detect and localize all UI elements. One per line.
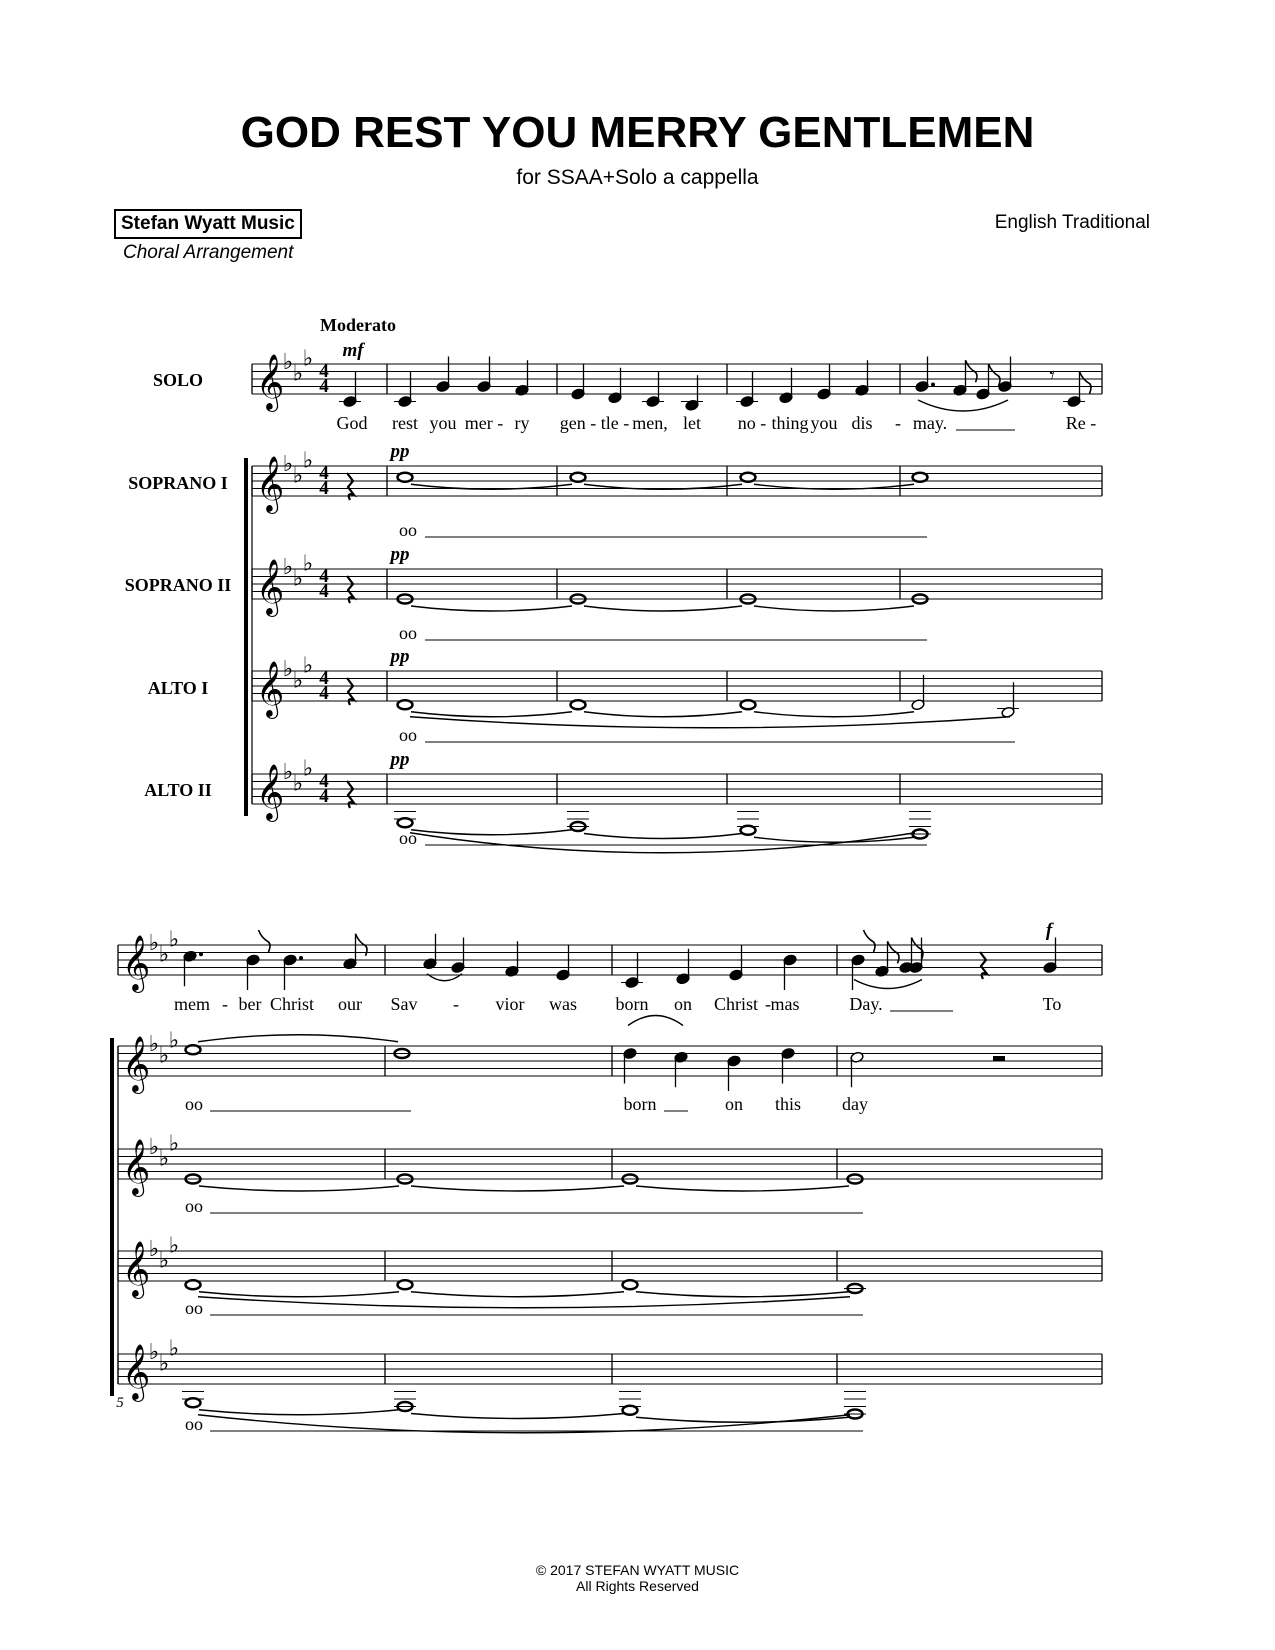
eighth-rest-icon: 𝄾 [1049, 363, 1055, 387]
arrangement-label: Choral Arrangement [123, 242, 294, 263]
flat-sign-icon: ♭ [302, 346, 314, 372]
phrase-slur [410, 717, 1010, 728]
tie [199, 1410, 399, 1415]
tie [411, 1414, 624, 1419]
time-signature: 4 [319, 478, 329, 499]
lyric-syllable: tle - [600, 413, 630, 433]
flat-sign-icon: ♭ [282, 350, 294, 375]
lyric-syllable: was [549, 994, 577, 1014]
phrase-slur [410, 833, 915, 853]
whole-note [623, 1280, 638, 1289]
tie [754, 837, 914, 842]
time-signature: 4 [319, 361, 329, 382]
lyric-syllable: on [725, 1094, 743, 1114]
lyric-syllable: ry [514, 413, 530, 433]
lyric-oo: oo [399, 828, 417, 848]
lyric-syllable: To [1042, 994, 1062, 1014]
copyright-notice [0, 1562, 1275, 1594]
part-label-solo: SOLO [152, 370, 204, 390]
time-signature: 4 [319, 786, 329, 807]
flat-sign-icon: ♭ [292, 463, 304, 489]
phrase-slur [198, 1415, 850, 1433]
flat-sign-icon: ♭ [168, 1131, 180, 1157]
part-label-soprano-i: SOPRANO I [128, 473, 228, 493]
flat-sign-icon: ♭ [158, 942, 170, 968]
flat-sign-icon: ♭ [148, 1340, 160, 1365]
tie [199, 1186, 399, 1191]
dynamic-pp: pp [390, 544, 410, 565]
lyric-syllable: let [683, 413, 701, 433]
lyric-syllable: mas [770, 994, 800, 1014]
whole-note [571, 473, 586, 482]
tie [754, 606, 914, 611]
treble-clef-icon: 𝄞 [255, 456, 285, 512]
part-label-soprano-ii: SOPRANO II [124, 575, 232, 595]
lyric-syllable: mem [174, 994, 210, 1014]
lyric-syllable: men, [632, 413, 668, 433]
lyric-syllable: God [336, 413, 368, 433]
flat-sign-icon: ♭ [158, 1043, 170, 1069]
lyric-oo: oo [399, 520, 417, 540]
flat-sign-icon: ♭ [158, 1248, 170, 1274]
tie [199, 1292, 399, 1297]
copyright-line: © 2017 STEFAN WYATT MUSIC [535, 1562, 740, 1578]
augmentation-dot [299, 956, 303, 960]
rights-line: All Rights Reserved [576, 1578, 699, 1594]
lyric-syllable: dis [851, 413, 873, 433]
part-label-alto-i: ALTO I [147, 678, 209, 698]
time-signature: 4 [319, 376, 329, 397]
tie [584, 834, 742, 839]
whole-note [398, 1280, 413, 1289]
dynamic-pp: pp [390, 749, 410, 770]
lyric-syllable: Sav [390, 994, 418, 1014]
lyric-syllable: mer - [464, 413, 504, 433]
lyric-syllable: born [615, 994, 649, 1014]
lyric-syllable: may. [912, 413, 948, 433]
lyric-syllable: rest [392, 413, 418, 433]
lyric-oo: oo [185, 1298, 203, 1318]
lyric-syllable: you [810, 413, 838, 433]
tie [411, 606, 572, 611]
flat-sign-icon: ♭ [302, 653, 314, 679]
tie [411, 1186, 624, 1191]
time-signature: 4 [319, 463, 329, 484]
flat-sign-icon: ♭ [158, 1146, 170, 1172]
lyric-syllable: thing [771, 413, 809, 433]
flat-sign-icon: ♭ [292, 771, 304, 797]
lyric-syllable: - [765, 994, 771, 1014]
whole-note [186, 1045, 201, 1054]
flat-sign-icon: ♭ [158, 1351, 170, 1377]
time-signature: 4 [319, 668, 329, 689]
flat-sign-icon: ♭ [168, 1233, 180, 1259]
lyric-syllable: on [674, 994, 692, 1014]
lyric-syllable: Christ [269, 994, 315, 1014]
whole-note [741, 473, 756, 482]
slur [918, 400, 1008, 411]
eighth-flag [259, 930, 271, 952]
whole-note [186, 1398, 201, 1407]
flat-sign-icon: ♭ [168, 1028, 180, 1054]
dynamic-pp: pp [390, 441, 410, 462]
tie [754, 712, 914, 717]
tie [636, 1186, 849, 1191]
slur [628, 1016, 683, 1026]
flat-sign-icon: ♭ [282, 555, 294, 580]
whole-note [913, 473, 928, 482]
flat-sign-icon: ♭ [302, 551, 314, 577]
lyric-syllable: Christ [713, 994, 759, 1014]
flat-sign-icon: ♭ [148, 1237, 160, 1262]
treble-clef-icon: 𝄞 [255, 354, 285, 410]
lyric-syllable: our [338, 994, 362, 1014]
flat-sign-icon: ♭ [282, 760, 294, 785]
flat-sign-icon: ♭ [168, 1336, 180, 1362]
flat-sign-icon: ♭ [148, 931, 160, 956]
flat-sign-icon: ♭ [148, 1032, 160, 1057]
lyric-syllable: - [453, 994, 459, 1014]
augmentation-dot [931, 383, 935, 387]
whole-note [398, 700, 413, 709]
lyric-syllable: no - [737, 413, 767, 433]
lyric-syllable: Re - [1065, 413, 1097, 433]
lyric-syllable: oo [185, 1094, 203, 1114]
lyric-syllable: Day. [849, 994, 883, 1014]
lyric-syllable: born [623, 1094, 657, 1114]
eighth-flag [989, 364, 1001, 386]
flat-sign-icon: ♭ [292, 668, 304, 694]
page-title: GOD REST YOU MERRY GENTLEMEN [240, 108, 1035, 157]
treble-clef-icon: 𝄞 [121, 1344, 151, 1400]
slur [854, 980, 922, 989]
phrase-slur [198, 1297, 850, 1308]
lyric-syllable: vior [495, 994, 525, 1014]
composer-label: English Traditional [994, 212, 1150, 233]
treble-clef-icon: 𝄞 [121, 1241, 151, 1297]
flat-sign-icon: ♭ [302, 448, 314, 474]
flat-sign-icon: ♭ [292, 566, 304, 592]
lyric-syllable: gen - [559, 413, 597, 433]
tie [411, 830, 572, 835]
treble-clef-icon: 𝄞 [121, 1139, 151, 1195]
eighth-flag [1080, 372, 1092, 394]
treble-clef-icon: 𝄞 [121, 1036, 151, 1092]
tie [636, 1292, 849, 1297]
lyric-syllable: this [774, 1094, 802, 1114]
whole-note [741, 700, 756, 709]
tie [584, 606, 742, 611]
half-rest-icon [993, 1056, 1005, 1061]
tempo-marking: Moderato [320, 315, 396, 335]
whole-note [571, 700, 586, 709]
lyric-syllable: - [222, 994, 228, 1014]
lyric-syllable: - [895, 413, 901, 433]
time-signature: 4 [319, 566, 329, 587]
treble-clef-icon: 𝄞 [255, 559, 285, 615]
lyric-syllable: day [842, 1094, 868, 1114]
flat-sign-icon: ♭ [148, 1135, 160, 1160]
lyric-syllable: you [429, 413, 457, 433]
flat-sign-icon: ♭ [282, 452, 294, 477]
measure-number: 5 [116, 1395, 124, 1411]
flat-sign-icon: ♭ [292, 361, 304, 387]
time-signature: 4 [319, 771, 329, 792]
eighth-flag [864, 930, 876, 952]
dynamic-pp: pp [390, 646, 410, 667]
lyric-syllable: ber [238, 994, 262, 1014]
lyric-oo: oo [185, 1414, 203, 1434]
whole-note [186, 1280, 201, 1289]
publisher-label: Stefan Wyatt Music [114, 209, 302, 239]
treble-clef-icon: 𝄞 [255, 764, 285, 820]
flat-sign-icon: ♭ [168, 927, 180, 953]
part-label-alto-ii: ALTO II [144, 780, 212, 800]
flat-sign-icon: ♭ [282, 657, 294, 682]
tie [411, 712, 572, 717]
dynamic-mf: mf [342, 340, 364, 361]
whole-note [623, 1406, 638, 1415]
page-subtitle: for SSAA+Solo a cappella [516, 166, 759, 189]
whole-note [398, 473, 413, 482]
augmentation-dot [199, 952, 203, 956]
whole-note [398, 818, 413, 827]
dynamic-f: f [1045, 920, 1053, 941]
tie [584, 712, 742, 717]
lyric-oo: oo [399, 623, 417, 643]
lyric-oo: oo [185, 1196, 203, 1216]
treble-clef-icon: 𝄞 [121, 935, 151, 991]
time-signature: 4 [319, 683, 329, 704]
tie [198, 1035, 398, 1042]
treble-clef-icon: 𝄞 [255, 661, 285, 717]
tie [411, 1292, 624, 1297]
lyric-oo: oo [399, 725, 417, 745]
whole-note [741, 826, 756, 835]
flat-sign-icon: ♭ [302, 756, 314, 782]
time-signature: 4 [319, 581, 329, 602]
